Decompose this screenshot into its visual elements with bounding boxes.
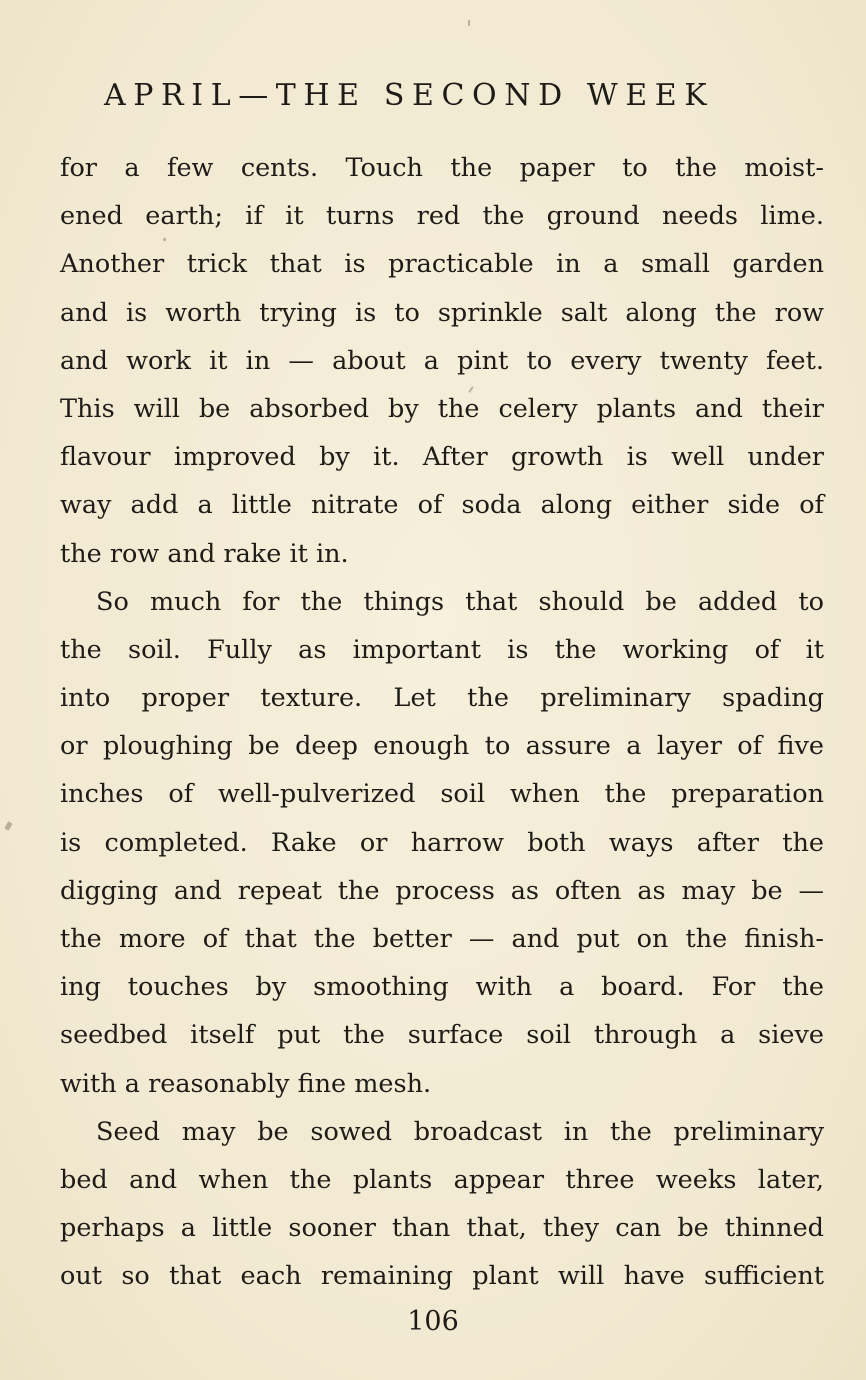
text-line: This will be absorbed by the celery plants and their xyxy=(60,393,824,424)
text-line: the more of that the better — and put on the finish- xyxy=(60,924,824,954)
paragraph xyxy=(60,144,824,578)
paragraph xyxy=(60,578,824,1108)
text-line: ened earth; if it turns red the ground needs lime. xyxy=(60,201,824,232)
text-line: Seed may be sowed broadcast in the preliminary xyxy=(96,1116,824,1147)
text-line: the row and rake it in. xyxy=(60,538,349,569)
text-line: out so that each remaining plant will have sufficient xyxy=(60,1261,824,1292)
text-line: inches of well-pulverized soil when the preparation xyxy=(60,779,824,810)
text-line: into proper texture. Let the preliminary spading xyxy=(60,683,824,714)
text-line: is completed. Rake or harrow both ways after the xyxy=(60,827,824,858)
text-line: So much for the things that should be added to xyxy=(96,586,824,617)
page-number: 106 xyxy=(407,1306,459,1337)
paper-speck xyxy=(163,238,166,241)
text-line: perhaps a little sooner than that, they can be thinned xyxy=(60,1213,824,1244)
text-line: ing touches by smoothing with a board. For the xyxy=(60,972,824,1003)
text-line: or ploughing be deep enough to assure a layer of five xyxy=(60,731,824,762)
paper-speck xyxy=(468,20,470,26)
text-line: way add a little nitrate of soda along either side of xyxy=(60,490,824,521)
text-line: Another trick that is practicable in a small garden xyxy=(60,249,824,280)
text-line: for a few cents. Touch the paper to the moist- xyxy=(60,153,824,183)
text-line: digging and repeat the process as often as may be — xyxy=(60,875,824,906)
text-line: with a reasonably fine mesh. xyxy=(60,1068,432,1099)
text-line: and work it in — about a pint to every twenty feet. xyxy=(60,345,824,376)
body-text xyxy=(60,144,824,1301)
text-line: the soil. Fully as important is the working of it xyxy=(60,634,824,665)
text-line: seedbed itself put the surface soil through a sieve xyxy=(60,1020,824,1051)
text-line: and is worth trying is to sprinkle salt along the row xyxy=(60,297,824,328)
paper-speck xyxy=(4,821,12,830)
running-head: APRIL—THE SECOND WEEK xyxy=(104,78,715,113)
paragraph xyxy=(60,1108,824,1301)
text-line: bed and when the plants appear three weeks later, xyxy=(60,1164,824,1195)
text-line: flavour improved by it. After growth is well under xyxy=(60,442,824,473)
